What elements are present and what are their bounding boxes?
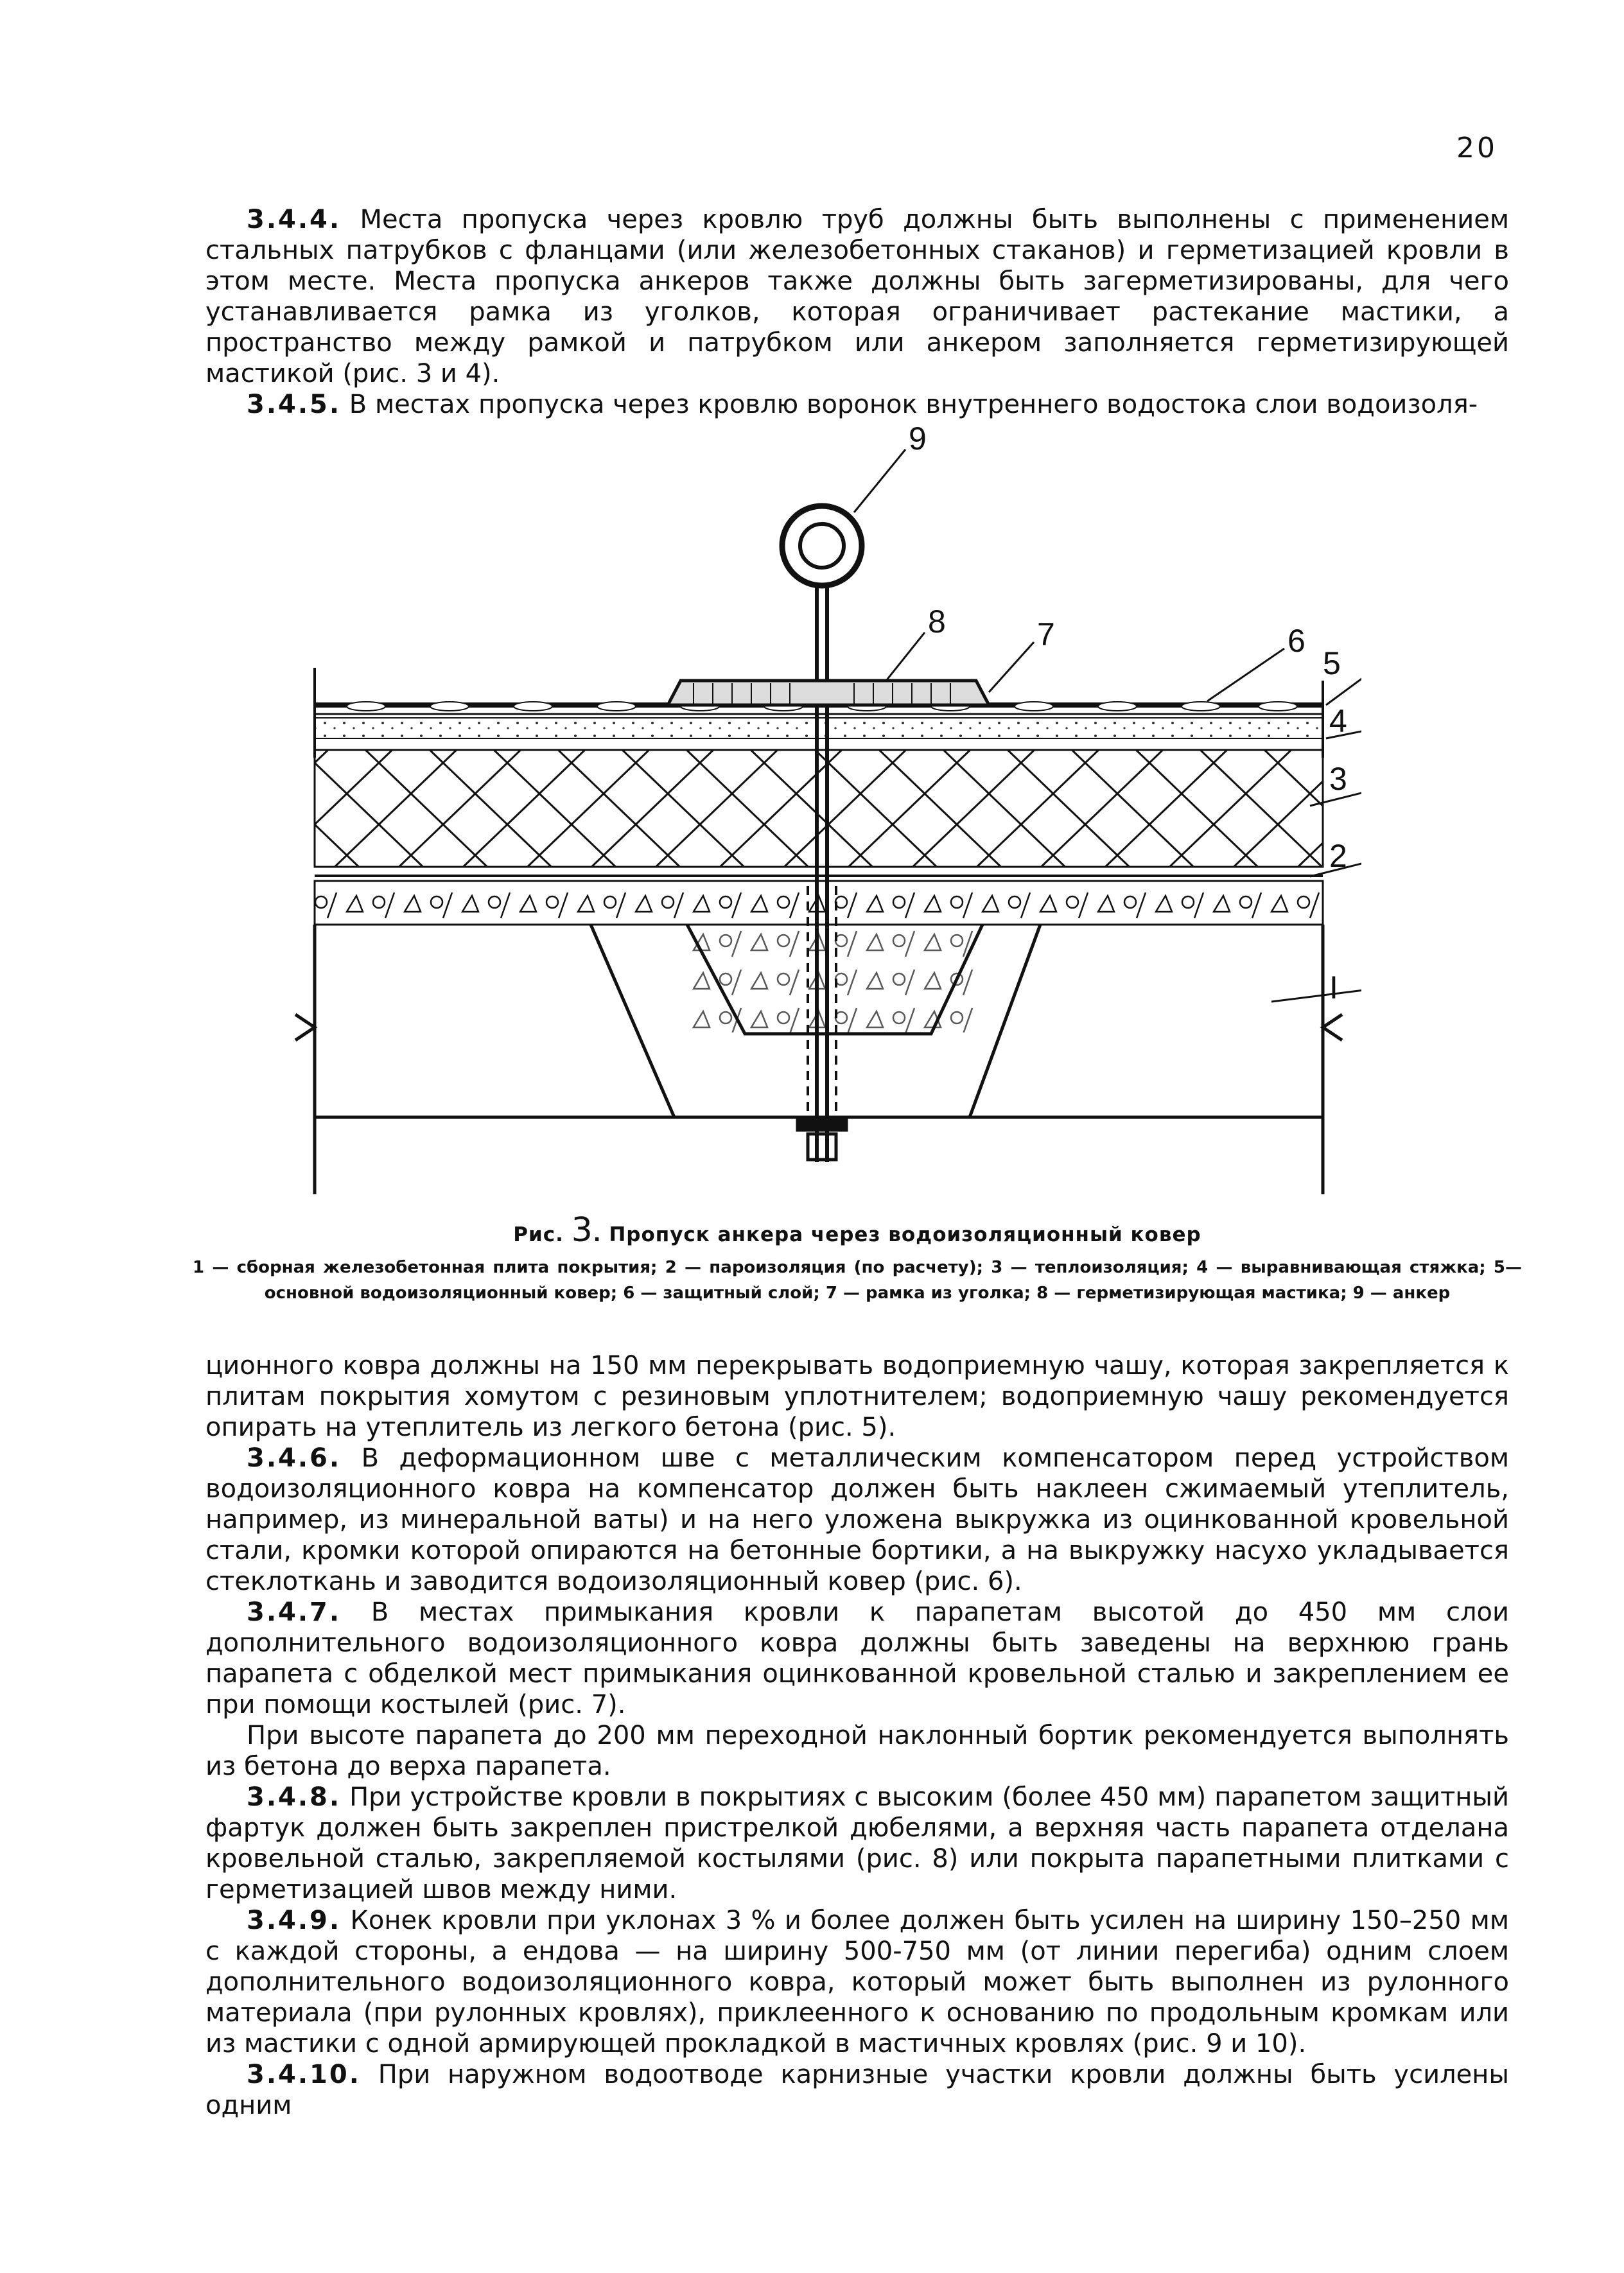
paragraph-text: При наружном водоотводе карнизные участки кровли должны быть усилены одним (205, 2060, 1509, 2120)
paragraph-text: При устройстве кровли в покрытиях с высоким (более 450 мм) парапетом защитный фартук должен быть закреплен пристрелкой дюбелями, а верхняя часть парапета отделана кровельной сталью, закрепляемой костылями (рис. 8) или покрыта парапетными плитками с герметизацией швов между ними. (205, 1782, 1509, 1904)
caption-title-text: . Пропуск анкера через водоизоляционный ковер (593, 1223, 1201, 1246)
paragraph-text: В местах пропуска через кровлю воронок внутреннего водостока слои водоизоля- (341, 390, 1478, 419)
callout-1: I (1329, 970, 1338, 1006)
paragraph-number: 3.4.10. (247, 2060, 361, 2089)
figure-caption (193, 1211, 1522, 1306)
callout-7: 7 (1037, 616, 1055, 652)
paragraph-number: 3.4.6. (247, 1443, 342, 1473)
caption-figure-number: 3 (571, 1211, 593, 1250)
paragraph-3-4-5 (205, 389, 1509, 420)
paragraph-3-4-9 (205, 1905, 1509, 2059)
callout-2: 2 (1329, 838, 1347, 874)
paragraph-text: Места пропуска через кровлю труб должны быть выполнены с применением стальных патрубков с фланцами (или железобетонных стаканов) и герметизацией кровли в этом месте. Места пропуска анкеров также должны быть загерметизированы, для чего устанавливается рамка из уголков, которая ограничивает растекание мастики, а пространство между рамкой и патрубком или анкером заполняется герметизирующей мастикой (рис. 3 и 4). (205, 205, 1509, 388)
callout-4: 4 (1329, 703, 1347, 739)
paragraph-text: Конек кровли при уклонах 3 % и более должен быть усилен на ширину 150–250 мм с каждой стороны, а ендова — на ширину 500-750 мм (от линии перегиба) одним слоем дополнительного водоизоляционного ковра, который может быть выполнен из рулонного материала (при рулонных кровлях), приклеенного к основанию по продольным кромкам или из мастики с одной армирующей прокладкой в мастичных кровлях (рис. 9 и 10). (205, 1906, 1509, 2059)
caption-title (193, 1211, 1522, 1250)
paragraph-3-4-10 (205, 2059, 1509, 2121)
paragraph-3-4-4 (205, 204, 1509, 389)
paragraph-3-4-8 (205, 1782, 1509, 1905)
paragraph-text: При высоте парапета до 200 мм переходной наклонный бортик рекомендуется выполнять из бетона до верха парапета. (205, 1721, 1509, 1781)
callout-5: 5 (1323, 645, 1341, 681)
callout-6: 6 (1288, 623, 1305, 659)
figure-anchor-penetration (283, 424, 1361, 1201)
page-number: 20 (1456, 132, 1497, 164)
paragraph-parapet-height (205, 1720, 1509, 1782)
paragraph-number: 3.4.9. (247, 1906, 342, 1935)
callout-9: 9 (909, 424, 927, 457)
caption-legend: 1 — сборная железобетонная плита покрытия; 2 — пароизоляция (по расчету); 3 — теплоизоляция; 4 — выравнивающая стяжка; 5—основной водоизоляционный ковер; 6 — защитный слой; 7 — рамка из уголка; 8 — герметизирующая мастика; 9 — анкер (193, 1258, 1522, 1303)
roof-section-drawing (283, 424, 1361, 1201)
caption-prefix: Рис. (513, 1223, 572, 1246)
paragraph-text: В местах примыкания кровли к парапетам высотой до 450 мм слои дополнительного водоизоляционного ковра должны быть заведены на верхнюю грань парапета с обделкой мест примыкания оцинкованной кровельной сталью и закреплением ее при помощи костылей (рис. 7). (205, 1598, 1509, 1720)
callout-3: 3 (1329, 761, 1347, 797)
text-block-bottom (205, 1350, 1509, 2121)
paragraph-number: 3.4.5. (247, 390, 342, 419)
sealant-mastic (668, 681, 989, 705)
paragraph-number: 3.4.8. (247, 1782, 342, 1812)
paragraph-number: 3.4.7. (247, 1598, 342, 1627)
callout-8: 8 (928, 604, 946, 640)
paragraph-text: ционного ковра должны на 150 мм перекрывать водоприемную чашу, которая закрепляется к плитам покрытия хомутом с резиновым уплотнителем; водоприемную чашу рекомендуется опирать на утеплитель из легкого бетона (рис. 5). (205, 1351, 1509, 1442)
text-block-top (205, 204, 1509, 420)
paragraph-3-4-6 (205, 1443, 1509, 1597)
paragraph-continuation (205, 1350, 1509, 1443)
paragraph-number: 3.4.4. (247, 205, 342, 234)
paragraph-3-4-7 (205, 1597, 1509, 1720)
paragraph-text: В деформационном шве с металлическим компенсатором перед устройством водоизоляционного ковра на компенсатор должен быть наклеен сжимаемый утеплитель, например, из минеральной ваты) и на него уложена выкружка из оцинкованной кровельной стали, кромки которой опираются на бетонные бортики, а на выкружку насухо укладывается стеклоткань и заводится водоизоляционный ковер (рис. 6). (205, 1443, 1509, 1596)
